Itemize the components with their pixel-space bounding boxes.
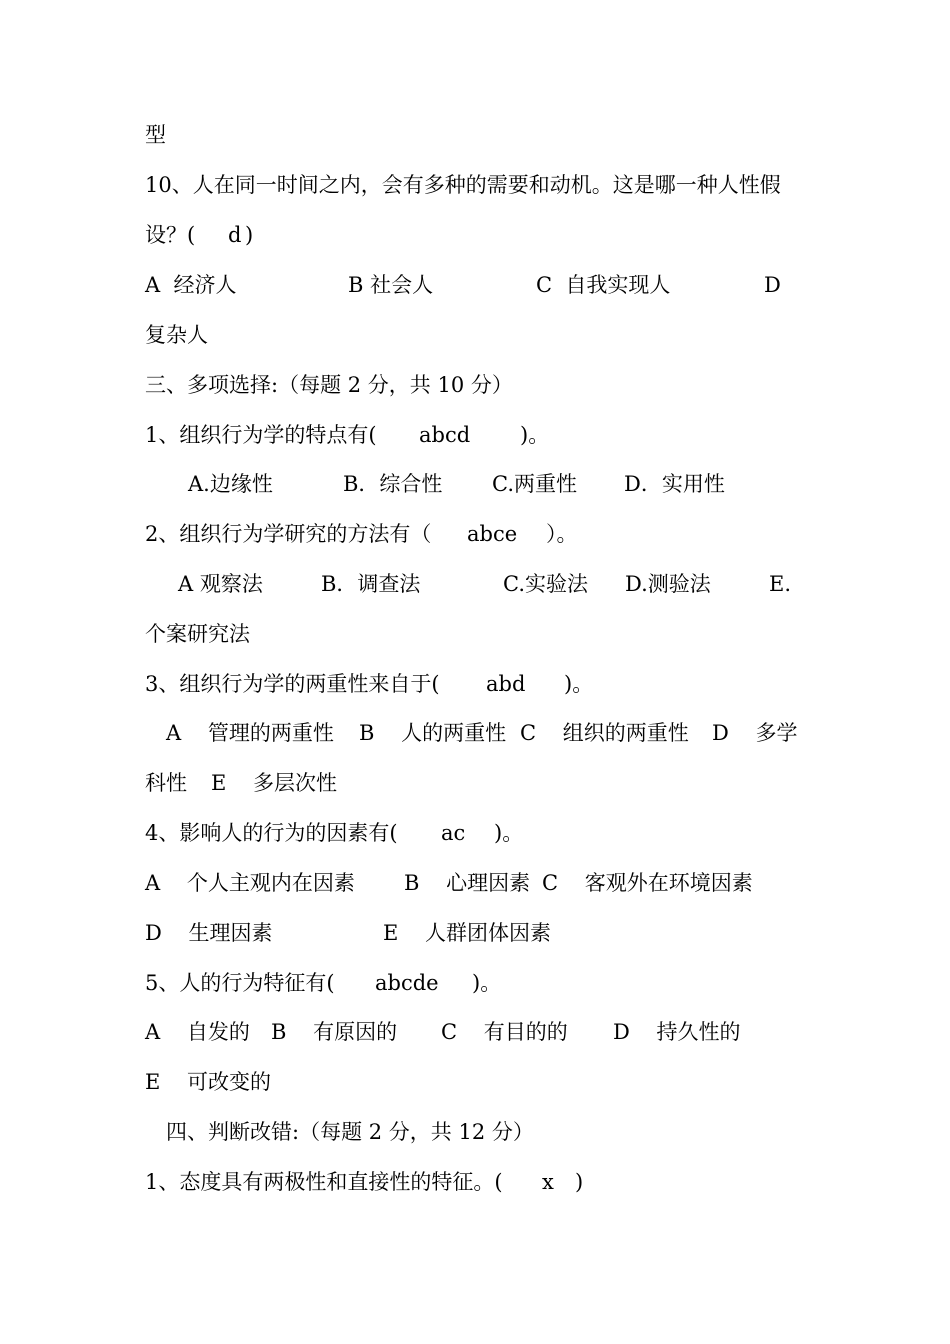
bracket-close: ) — [245, 223, 254, 247]
option-a: A 管理的两重性 — [166, 721, 334, 745]
section-title: 四、判断改错:（每题 2 分，共 12 分） — [166, 1120, 534, 1144]
question-text: 1、态度具有两极性和直接性的特征。( — [145, 1170, 503, 1194]
section-title: 三、多项选择:（每题 2 分，共 10 分） — [145, 373, 513, 397]
answer-text: d — [228, 223, 242, 247]
answer-text: abd — [486, 672, 526, 696]
question-text: 2、组织行为学研究的方法有（ — [145, 522, 432, 546]
option-e-text: 个案研究法 — [145, 622, 250, 646]
option-b: B．综合性 — [343, 472, 443, 496]
option-a: A 个人主观内在因素 — [145, 871, 355, 895]
option-b: B．调查法 — [321, 572, 421, 596]
question-text: 4、影响人的行为的因素有( — [145, 821, 398, 845]
answer-text: ac — [441, 821, 466, 845]
option-e: E 可改变的 — [145, 1070, 272, 1094]
bracket-close: )。 — [520, 423, 550, 447]
bracket-close: )。 — [494, 821, 524, 845]
option-e: E 多层次性 — [211, 771, 338, 795]
option-d-text: 复杂人 — [145, 323, 208, 347]
option-e: E. — [769, 572, 792, 596]
option-c: C 有目的的 — [441, 1020, 568, 1044]
option-c: C 组织的两重性 — [520, 721, 689, 745]
option-b: B 有原因的 — [271, 1020, 398, 1044]
option-e: E 人群团体因素 — [383, 921, 552, 945]
text: 型 — [145, 123, 166, 147]
true-false-question-1 — [145, 1169, 584, 1299]
answer-text: abce — [467, 522, 518, 546]
bracket-close: ) — [575, 1170, 584, 1194]
bracket-close: )。 — [472, 971, 502, 995]
option-d: D.测验法 — [625, 572, 711, 596]
option-c: C 客观外在环境因素 — [542, 871, 753, 895]
option-d: D 持久性的 — [613, 1020, 741, 1044]
option-a: A.边缘性 — [188, 472, 273, 496]
option-b: B 心理因素 — [404, 871, 531, 895]
option-c: C 自我实现人 — [536, 273, 671, 297]
option-d: D．实用性 — [624, 472, 725, 496]
option-a: A 自发的 — [145, 1020, 250, 1044]
option-d: D — [764, 273, 781, 297]
question-text: 5、人的行为特征有( — [145, 971, 335, 995]
answer-text: abcde — [375, 971, 439, 995]
option-a: A 观察法 — [178, 572, 263, 596]
question-text: 1、组织行为学的特点有( — [145, 423, 377, 447]
question-text: 3、组织行为学的两重性来自于( — [145, 672, 440, 696]
answer-text: x — [542, 1170, 554, 1194]
question-text: 10、人在同一时间之内，会有多种的需要和动机。这是哪一种人性假 — [145, 173, 781, 197]
bracket-close: ）。 — [546, 522, 578, 546]
option-c: C.两重性 — [492, 472, 577, 496]
option-c: C.实验法 — [503, 572, 588, 596]
answer-text: abcd — [419, 423, 471, 447]
option-d: D 多学 — [712, 721, 798, 745]
option-b: B 社会人 — [348, 273, 434, 297]
option-a: A 经济人 — [145, 273, 237, 297]
option-d: D 生理因素 — [145, 921, 273, 945]
option-b: B 人的两重性 — [359, 721, 507, 745]
option-d-text: 科性 — [145, 771, 187, 795]
question-text: 设？( — [145, 223, 196, 247]
bracket-close: )。 — [564, 672, 594, 696]
